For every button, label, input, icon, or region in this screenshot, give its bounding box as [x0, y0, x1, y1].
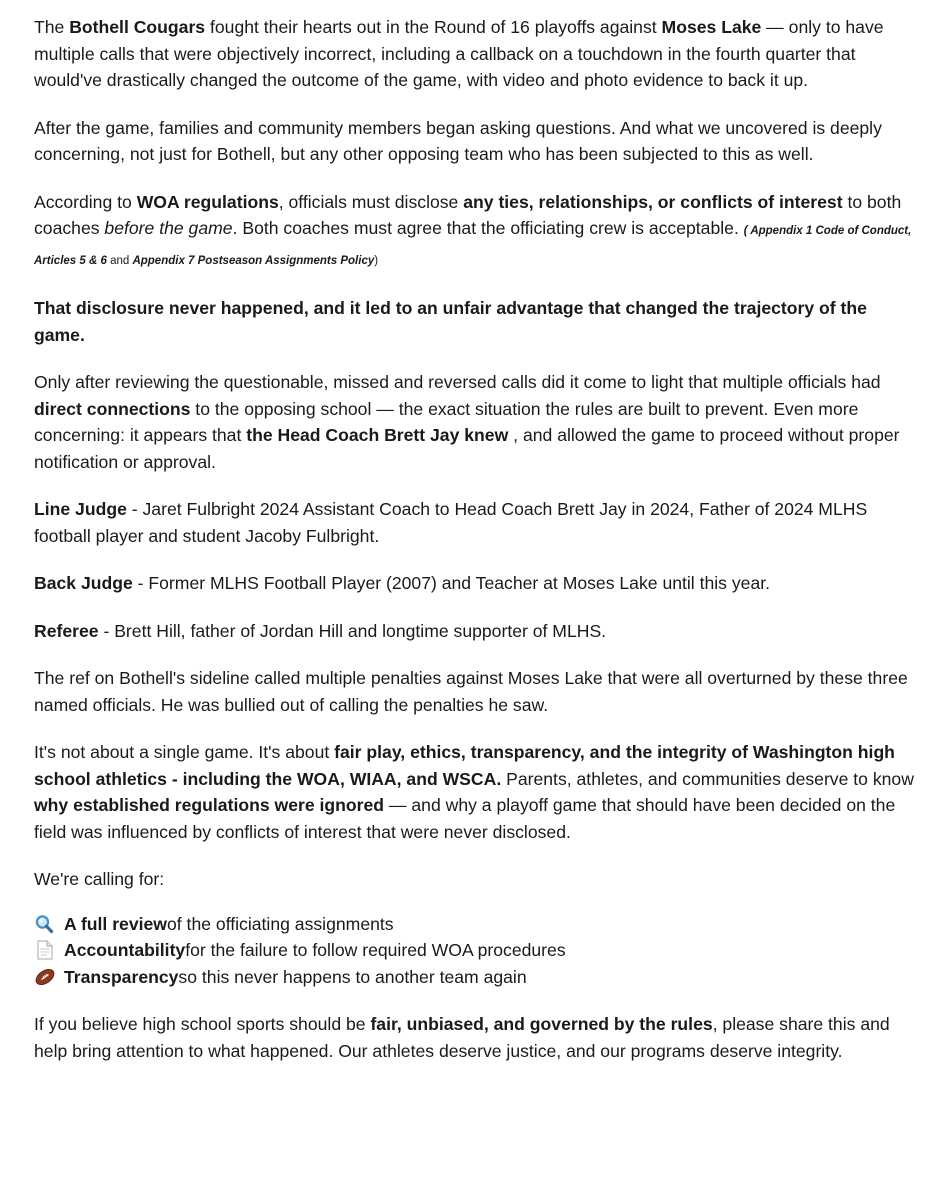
- text: Parents, athletes, and communities deserve to know: [501, 768, 914, 789]
- paragraph-regulations: [34, 189, 914, 275]
- document-body: [34, 14, 914, 1085]
- team-name-moses-lake: Moses Lake: [661, 17, 762, 37]
- text: to the opposing school — the exact situation the rules are built to prevent. Even more concerning: it appears that: [34, 398, 859, 445]
- text: Only after reviewing the questionable, missed and reversed calls did it come to light that multiple officials had: [34, 372, 881, 392]
- official-role: Referee: [34, 620, 99, 641]
- text: , please share this and help bring attention to what happened. Our athletes deserve justice, and our programs deserve integrity.: [34, 1014, 890, 1061]
- paragraph-intro: [34, 14, 914, 94]
- text: fought their hearts out in the Round of 16 playoffs against: [205, 17, 662, 37]
- list-item: [34, 937, 914, 964]
- demand-text: for the failure to follow required WOA procedures: [185, 940, 566, 960]
- list-item: [34, 964, 914, 991]
- woa-regulations: WOA regulations: [136, 191, 279, 212]
- citation-appendix-1: ( Appendix 1 Code of Conduct, Articles 5 & 6: [34, 225, 912, 267]
- magnifying-glass-icon: [34, 914, 56, 934]
- text: — only to have multiple calls that were objectively incorrect, including a callback on a touchdown in the fourth quarter that would've drastically changed the outcome of the game, with video and photo evidence to back it up.: [34, 17, 884, 90]
- fair-play-statement: fair play, ethics, transparency, and the integrity of Washington high school athletics - including the WOA, WIAA, and WSCA.: [34, 742, 895, 789]
- official-role: Line Judge: [34, 499, 127, 519]
- text: . Both coaches must agree that the officiating crew is acceptable.: [232, 218, 744, 238]
- disclosure-statement: That disclosure never happened, and it led to an unfair advantage that changed the trajectory of the game.: [34, 298, 867, 345]
- demands-list: [34, 911, 914, 991]
- paragraph-integrity: [34, 739, 914, 845]
- text: , and allowed the game to proceed without proper notification or approval.: [34, 425, 900, 472]
- citation-close: ): [374, 254, 379, 267]
- fair-unbiased-statement: fair, unbiased, and governed by the rules: [370, 1014, 713, 1034]
- paragraph-connections: [34, 369, 914, 475]
- official-detail: - Jaret Fulbright 2024 Assistant Coach to Head Coach Brett Jay in 2024, Father of 2024 MLHS football player and student Jacoby Fulbright.: [34, 499, 868, 546]
- demand-bold: A full review: [64, 913, 167, 934]
- before-the-game: before the game: [104, 218, 233, 238]
- citation-appendix-7: Appendix 7 Postseason Assignments Policy: [132, 254, 375, 267]
- text: If you believe high school sports should be: [34, 1014, 371, 1034]
- paragraph-questions: After the game, families and community members began asking questions. And what we uncovered is deeply concerning, not just for Bothell, but any other opposing team who has been subjected to this as well.: [34, 117, 882, 164]
- text: — and why a playoff game that should have been decided on the field was influenced by conflicts of interest that were never disclosed.: [34, 795, 896, 842]
- paragraph-sideline-ref: The ref on Bothell's sideline called multiple penalties against Moses Lake that were all overturned by these three named officials. He was bullied out of calling the penalties he saw.: [34, 668, 908, 715]
- demand-text: so this never happens to another team again: [178, 966, 527, 987]
- official-line-judge: [34, 496, 914, 549]
- official-role: Back Judge: [34, 573, 133, 593]
- official-back-judge: [34, 570, 914, 597]
- demand-bold: Accountability: [64, 940, 186, 960]
- head-coach-knew: the Head Coach Brett Jay knew: [246, 425, 509, 445]
- document-icon: [34, 940, 56, 960]
- text: It's not about a single game. It's about: [34, 742, 335, 762]
- football-icon: [34, 967, 56, 987]
- paragraph-disclosure: [34, 295, 914, 348]
- text: to both coaches: [34, 191, 902, 238]
- official-detail: - Brett Hill, father of Jordan Hill and longtime supporter of MLHS.: [98, 620, 607, 641]
- official-referee: [34, 618, 914, 645]
- paragraph-share: [34, 1011, 914, 1064]
- direct-connections: direct connections: [34, 398, 191, 419]
- conflicts-of-interest: any ties, relationships, or conflicts of interest: [463, 191, 843, 212]
- list-item: [34, 911, 914, 938]
- text: , officials must disclose: [278, 191, 464, 212]
- team-name-bothell: Bothell Cougars: [69, 17, 206, 37]
- citation-and: and: [106, 254, 133, 267]
- regulations-ignored: why established regulations were ignored: [34, 795, 385, 815]
- text: The: [34, 17, 70, 37]
- paragraph-calling-for: We're calling for:: [34, 869, 165, 889]
- text: According to: [34, 191, 137, 212]
- official-detail: - Former MLHS Football Player (2007) and Teacher at Moses Lake until this year.: [132, 573, 771, 593]
- demand-text: of the officiating assignments: [167, 913, 394, 934]
- demand-bold: Transparency: [64, 966, 179, 987]
